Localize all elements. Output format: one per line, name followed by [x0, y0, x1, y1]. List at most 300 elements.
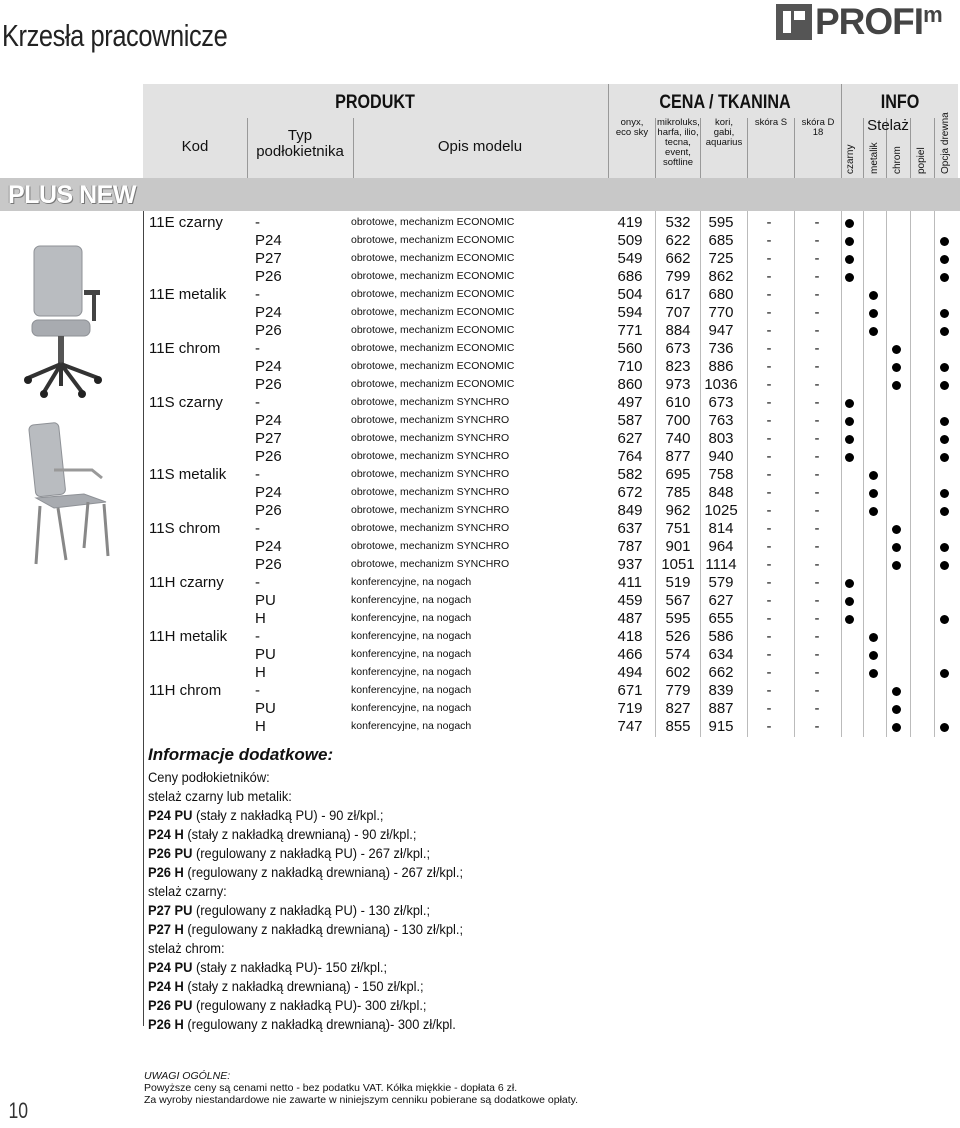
notes-line: Za wyroby niestandardowe nie zawarte w niniejszym cenniku pobierane są dodatkowe opłaty. — [144, 1094, 579, 1106]
swivel-chair-image — [14, 240, 120, 400]
notes-title: UWAGI OGÓLNE: — [144, 1070, 231, 1082]
wood-option-dot-icon — [940, 327, 949, 336]
row-price: - — [766, 664, 772, 681]
row-typ: H — [255, 718, 266, 735]
info-col-popiel: popiel — [916, 147, 927, 174]
row-price: 764 — [617, 448, 643, 465]
row-price: 662 — [708, 664, 734, 681]
info-line: P24 H (stały z nakładką drewnianą) - 90 zł/kpl.; — [148, 826, 417, 842]
row-opis: obrotowe, mechanizm SYNCHRO — [351, 396, 510, 408]
row-price: - — [814, 214, 820, 231]
table-row — [143, 322, 958, 340]
row-typ: - — [255, 520, 260, 537]
info-line: P26 H (regulowany z nakładką drewnianą)- 300 zł/kpl. — [148, 1016, 456, 1032]
frame-dot-icon — [845, 597, 854, 606]
row-price: - — [766, 682, 772, 699]
row-price: - — [766, 718, 772, 735]
row-price: - — [814, 394, 820, 411]
frame-dot-icon — [892, 687, 901, 696]
frame-dot-icon — [845, 237, 854, 246]
row-typ: - — [255, 628, 260, 645]
row-price: 579 — [708, 574, 734, 591]
row-kod: 11S czarny — [149, 394, 223, 411]
table-row — [143, 466, 958, 484]
row-typ: - — [255, 214, 260, 231]
row-opis: obrotowe, mechanizm SYNCHRO — [351, 414, 510, 426]
row-price: - — [814, 430, 820, 447]
row-opis: obrotowe, mechanizm SYNCHRO — [351, 450, 510, 462]
table-row — [143, 394, 958, 412]
row-price: - — [766, 520, 772, 537]
row-price: 707 — [665, 304, 691, 321]
row-price: - — [814, 628, 820, 645]
row-kod: 11S chrom — [149, 520, 221, 537]
row-price: 725 — [708, 250, 734, 267]
row-typ: - — [255, 340, 260, 357]
header-stelaz: Stelaż — [867, 117, 909, 134]
row-kod: 11H metalik — [149, 628, 228, 645]
table-row — [143, 574, 958, 592]
row-price: 1025 — [704, 502, 738, 519]
row-price: 740 — [665, 430, 691, 447]
wood-option-dot-icon — [940, 543, 949, 552]
row-price: - — [766, 322, 772, 339]
row-price: 466 — [617, 646, 643, 663]
row-price: 736 — [708, 340, 734, 357]
row-price: - — [766, 538, 772, 555]
wood-option-dot-icon — [940, 615, 949, 624]
row-kod: 11E chrom — [149, 340, 221, 357]
page-title: Krzesła pracownicze — [2, 18, 228, 53]
table-row — [143, 340, 958, 358]
row-typ: P26 — [255, 268, 282, 285]
row-opis: obrotowe, mechanizm ECONOMIC — [351, 378, 515, 390]
info-line: P26 H (regulowany z nakładką drewnianą) - 267 zł/kpl.; — [148, 864, 464, 880]
frame-dot-icon — [892, 723, 901, 732]
table-row — [143, 268, 958, 286]
frame-dot-icon — [845, 615, 854, 624]
frame-dot-icon — [869, 471, 878, 480]
row-price: - — [814, 520, 820, 537]
table-row — [143, 448, 958, 466]
row-price: 411 — [618, 574, 642, 591]
row-price: - — [814, 322, 820, 339]
row-price: 940 — [708, 448, 734, 465]
row-price: 459 — [617, 592, 643, 609]
row-price: - — [766, 484, 772, 501]
row-typ: - — [255, 394, 260, 411]
row-price: 751 — [665, 520, 691, 537]
row-price: - — [814, 268, 820, 285]
row-price: 587 — [617, 412, 643, 429]
wood-option-dot-icon — [940, 381, 949, 390]
wood-option-dot-icon — [940, 237, 949, 246]
frame-dot-icon — [892, 345, 901, 354]
frame-dot-icon — [845, 255, 854, 264]
row-price: 710 — [617, 358, 643, 375]
row-price: - — [814, 574, 820, 591]
row-price: 685 — [708, 232, 734, 249]
row-kod: 11H czarny — [149, 574, 224, 591]
row-opis: konferencyjne, na nogach — [351, 630, 472, 642]
row-price: - — [814, 232, 820, 249]
row-price: 519 — [665, 574, 691, 591]
wood-option-dot-icon — [940, 453, 949, 462]
frame-dot-icon — [845, 417, 854, 426]
row-price: 627 — [708, 592, 734, 609]
row-price: 785 — [665, 484, 691, 501]
row-opis: konferencyjne, na nogach — [351, 666, 472, 678]
row-price: - — [766, 394, 772, 411]
table-row — [143, 538, 958, 556]
frame-dot-icon — [892, 525, 901, 534]
row-typ: H — [255, 610, 266, 627]
info-line: P24 PU (stały z nakładką PU)- 150 zł/kpl.; — [148, 959, 388, 975]
row-price: 560 — [617, 340, 643, 357]
row-price: 418 — [617, 628, 643, 645]
info-line: P24 PU (stały z nakładką PU) - 90 zł/kpl.; — [148, 807, 384, 823]
table-row — [143, 700, 958, 718]
row-opis: obrotowe, mechanizm ECONOMIC — [351, 360, 515, 372]
row-price: 549 — [617, 250, 643, 267]
table-row — [143, 304, 958, 322]
row-typ: PU — [255, 592, 276, 609]
section-band — [0, 178, 960, 211]
row-price: 787 — [617, 538, 643, 555]
row-price: 849 — [617, 502, 643, 519]
row-price: - — [814, 412, 820, 429]
row-price: 973 — [665, 376, 691, 393]
row-price: 673 — [665, 340, 691, 357]
wood-option-dot-icon — [940, 255, 949, 264]
fabric-col-3: kori, gabi, aquarius — [705, 117, 743, 148]
row-price: 915 — [708, 718, 734, 735]
row-price: 747 — [617, 718, 643, 735]
row-price: - — [766, 430, 772, 447]
row-price: - — [814, 340, 820, 357]
row-typ: P26 — [255, 448, 282, 465]
frame-dot-icon — [892, 561, 901, 570]
row-price: - — [814, 304, 820, 321]
frame-dot-icon — [869, 291, 878, 300]
row-price: - — [766, 232, 772, 249]
row-price: 617 — [665, 286, 691, 303]
row-typ: P26 — [255, 502, 282, 519]
row-price: 686 — [617, 268, 643, 285]
row-price: 574 — [665, 646, 691, 663]
table-row — [143, 718, 958, 736]
table-row — [143, 628, 958, 646]
row-price: 487 — [617, 610, 643, 627]
wood-option-dot-icon — [940, 363, 949, 372]
row-price: - — [814, 556, 820, 573]
table-row — [143, 214, 958, 232]
table-row — [143, 250, 958, 268]
row-price: - — [766, 340, 772, 357]
row-price: 886 — [708, 358, 734, 375]
row-price: 634 — [708, 646, 734, 663]
fabric-col-1: onyx, eco sky — [615, 117, 649, 138]
row-price: 964 — [708, 538, 734, 555]
row-price: 877 — [665, 448, 691, 465]
info-line: P26 PU (regulowany z nakładką PU) - 267 zł/kpl.; — [148, 845, 431, 861]
frame-dot-icon — [892, 381, 901, 390]
row-price: - — [766, 466, 772, 483]
row-price: - — [814, 250, 820, 267]
row-price: 627 — [617, 430, 643, 447]
row-price: 610 — [665, 394, 691, 411]
table-row — [143, 646, 958, 664]
row-price: - — [814, 466, 820, 483]
row-price: - — [766, 358, 772, 375]
row-price: 672 — [617, 484, 643, 501]
row-price: 622 — [665, 232, 691, 249]
row-price: 671 — [617, 682, 643, 699]
frame-dot-icon — [845, 219, 854, 228]
frame-dot-icon — [892, 705, 901, 714]
info-col-metalik: metalik — [869, 142, 880, 174]
wood-option-dot-icon — [940, 507, 949, 516]
row-price: - — [766, 592, 772, 609]
table-row — [143, 502, 958, 520]
row-typ: PU — [255, 700, 276, 717]
row-opis: obrotowe, mechanizm ECONOMIC — [351, 270, 515, 282]
page-number: 10 — [8, 1098, 29, 1123]
row-typ: P24 — [255, 304, 282, 321]
frame-dot-icon — [869, 489, 878, 498]
row-price: 419 — [617, 214, 643, 231]
table-row — [143, 286, 958, 304]
row-opis: konferencyjne, na nogach — [351, 612, 472, 624]
row-price: 637 — [617, 520, 643, 537]
row-price: - — [766, 502, 772, 519]
frame-dot-icon — [845, 579, 854, 588]
table-row — [143, 358, 958, 376]
header-kod: Kod — [181, 138, 209, 155]
row-price: 509 — [617, 232, 643, 249]
row-price: 595 — [665, 610, 691, 627]
row-price: 594 — [617, 304, 643, 321]
row-price: 887 — [708, 700, 734, 717]
row-price: 567 — [665, 592, 691, 609]
row-price: 1036 — [704, 376, 738, 393]
row-opis: konferencyjne, na nogach — [351, 702, 472, 714]
row-price: 1114 — [705, 556, 737, 573]
info-line: Ceny podłokietników: — [148, 769, 270, 785]
row-price: 855 — [665, 718, 691, 735]
row-price: 582 — [617, 466, 643, 483]
row-kod: 11H chrom — [149, 682, 222, 699]
wood-option-dot-icon — [940, 435, 949, 444]
row-price: 662 — [665, 250, 691, 267]
row-typ: H — [255, 664, 266, 681]
row-price: - — [766, 628, 772, 645]
wood-option-dot-icon — [940, 489, 949, 498]
row-price: 504 — [617, 286, 643, 303]
notes-line: Powyższe ceny są cenami netto - bez podatku VAT. Kółka miękkie - dopłata 6 zł. — [144, 1082, 518, 1094]
row-price: 803 — [708, 430, 734, 447]
row-opis: obrotowe, mechanizm SYNCHRO — [351, 468, 510, 480]
table-row — [143, 610, 958, 628]
wood-option-dot-icon — [940, 273, 949, 282]
fabric-col-2: mikroluks, harfa, ilio, tecna, event, softline — [657, 117, 700, 168]
row-typ: P24 — [255, 412, 282, 429]
row-price: 526 — [665, 628, 691, 645]
row-price: - — [766, 286, 772, 303]
row-price: - — [766, 556, 772, 573]
frame-dot-icon — [845, 453, 854, 462]
frame-dot-icon — [845, 435, 854, 444]
row-price: 602 — [665, 664, 691, 681]
row-price: 673 — [708, 394, 734, 411]
info-col-wood: Opcja drewna — [940, 112, 951, 174]
wood-option-dot-icon — [940, 723, 949, 732]
row-kod: 11E metalik — [149, 286, 227, 303]
row-price: - — [766, 700, 772, 717]
general-notes — [144, 1070, 578, 1106]
row-price: 771 — [617, 322, 643, 339]
row-opis: obrotowe, mechanizm ECONOMIC — [351, 324, 515, 336]
row-price: 719 — [617, 700, 643, 717]
frame-dot-icon — [845, 273, 854, 282]
header-typ: Typ podłokietnika — [256, 127, 344, 160]
row-typ: - — [255, 574, 260, 591]
info-line: P24 H (stały z nakładką drewnianą) - 150 zł/kpl.; — [148, 978, 424, 994]
additional-info — [148, 745, 618, 1034]
row-price: - — [814, 700, 820, 717]
row-price: 839 — [708, 682, 734, 699]
row-price: - — [814, 502, 820, 519]
row-price: - — [814, 358, 820, 375]
fabric-col-4: skóra S — [754, 117, 788, 128]
row-price: 532 — [665, 214, 691, 231]
row-price: 862 — [708, 268, 734, 285]
frame-dot-icon — [869, 633, 878, 642]
row-price: 770 — [708, 304, 734, 321]
row-opis: konferencyjne, na nogach — [351, 576, 472, 588]
section-label: PLUS NEW — [8, 181, 136, 209]
row-typ: P26 — [255, 322, 282, 339]
row-price: 695 — [665, 466, 691, 483]
row-opis: konferencyjne, na nogach — [351, 684, 472, 696]
row-price: - — [814, 376, 820, 393]
row-price: - — [766, 214, 772, 231]
row-price: 814 — [708, 520, 734, 537]
table-row — [143, 520, 958, 538]
fabric-col-5: skóra D 18 — [801, 117, 835, 138]
table-row — [143, 592, 958, 610]
row-typ: - — [255, 286, 260, 303]
row-opis: obrotowe, mechanizm SYNCHRO — [351, 522, 510, 534]
logo-text: PROFI$^m$ — [815, 1, 942, 42]
row-price: - — [814, 538, 820, 555]
row-price: 497 — [617, 394, 643, 411]
row-typ: P24 — [255, 358, 282, 375]
row-price: 655 — [708, 610, 734, 627]
frame-dot-icon — [845, 399, 854, 408]
row-price: - — [814, 484, 820, 501]
row-price: 937 — [617, 556, 643, 573]
row-price: - — [814, 682, 820, 699]
frame-dot-icon — [869, 669, 878, 678]
row-price: - — [766, 268, 772, 285]
row-price: - — [766, 304, 772, 321]
info-line: P27 PU (regulowany z nakładką PU) - 130 zł/kpl.; — [148, 902, 431, 918]
row-typ: P26 — [255, 556, 282, 573]
header-opis: Opis modelu — [437, 138, 523, 155]
row-typ: P24 — [255, 484, 282, 501]
info-title: Informacje dodatkowe: — [148, 745, 334, 764]
row-typ: P27 — [255, 250, 282, 267]
row-typ: P27 — [255, 430, 282, 447]
table-row — [143, 664, 958, 682]
table-row — [143, 484, 958, 502]
profim-logo — [776, 1, 942, 42]
info-col-chrom: chrom — [892, 146, 903, 174]
row-kod: 11E czarny — [149, 214, 223, 231]
row-price: 799 — [665, 268, 691, 285]
row-price: - — [814, 448, 820, 465]
row-price: 680 — [708, 286, 734, 303]
row-price: 947 — [708, 322, 734, 339]
row-price: 901 — [665, 538, 691, 555]
row-typ: - — [255, 682, 260, 699]
row-typ: P24 — [255, 232, 282, 249]
table-row — [143, 376, 958, 394]
table-row — [143, 556, 958, 574]
row-opis: obrotowe, mechanizm SYNCHRO — [351, 558, 510, 570]
frame-dot-icon — [892, 363, 901, 372]
row-price: - — [814, 592, 820, 609]
row-price: - — [766, 574, 772, 591]
wood-option-dot-icon — [940, 669, 949, 678]
row-opis: konferencyjne, na nogach — [351, 720, 472, 732]
frame-dot-icon — [869, 309, 878, 318]
table-row — [143, 232, 958, 250]
row-price: - — [766, 412, 772, 429]
row-typ: - — [255, 466, 260, 483]
row-opis: obrotowe, mechanizm SYNCHRO — [351, 504, 510, 516]
logo-mark-icon — [776, 4, 812, 40]
row-kod: 11S metalik — [149, 466, 227, 483]
info-line: P26 PU (regulowany z nakładką PU)- 300 zł/kpl.; — [148, 997, 427, 1013]
info-line: stelaż czarny: — [148, 883, 227, 899]
wood-option-dot-icon — [940, 561, 949, 570]
wood-option-dot-icon — [940, 417, 949, 426]
row-opis: obrotowe, mechanizm SYNCHRO — [351, 486, 510, 498]
row-price: 758 — [708, 466, 734, 483]
row-typ: P24 — [255, 538, 282, 555]
header-info: INFO — [880, 92, 920, 113]
row-price: 494 — [617, 664, 643, 681]
table-row — [143, 430, 958, 448]
frame-dot-icon — [892, 543, 901, 552]
row-price: - — [814, 610, 820, 627]
row-price: 823 — [665, 358, 691, 375]
row-price: - — [766, 250, 772, 267]
row-price: - — [814, 286, 820, 303]
row-opis: obrotowe, mechanizm ECONOMIC — [351, 234, 515, 246]
row-opis: konferencyjne, na nogach — [351, 648, 472, 660]
info-line: stelaż chrom: — [148, 940, 225, 956]
row-opis: konferencyjne, na nogach — [351, 594, 472, 606]
row-price: 595 — [708, 214, 734, 231]
row-price: 586 — [708, 628, 734, 645]
frame-dot-icon — [869, 651, 878, 660]
row-price: 779 — [665, 682, 691, 699]
info-col-czarny: czarny — [845, 144, 856, 174]
row-price: 763 — [708, 412, 734, 429]
